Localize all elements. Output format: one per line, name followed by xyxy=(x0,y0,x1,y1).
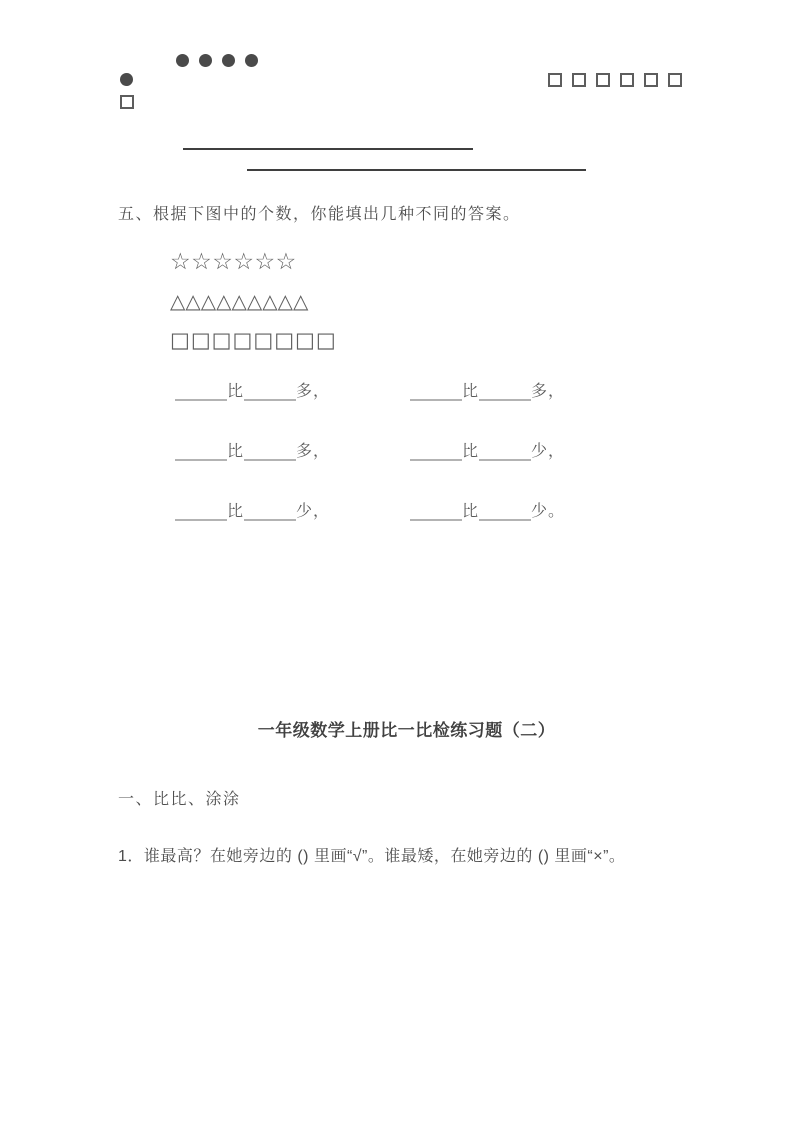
dots-row xyxy=(176,54,268,72)
more-less-word: 少 xyxy=(296,503,314,520)
empty-square-shape xyxy=(548,73,562,87)
worksheet-title: 一年级数学上册比一比检练习题（二） xyxy=(257,721,556,740)
answer-line-2[interactable] xyxy=(247,169,586,171)
compare-word: 比 xyxy=(227,443,245,460)
section-one-heading: 一、比比、涂涂 xyxy=(118,791,241,808)
empty-square-shape xyxy=(572,73,586,87)
blank-field[interactable] xyxy=(410,443,462,461)
compare-word: 比 xyxy=(462,443,480,460)
fill-blank-grid xyxy=(175,378,645,558)
empty-square-shape xyxy=(120,95,134,109)
blank-field[interactable] xyxy=(175,503,227,521)
filled-circle-shape xyxy=(176,54,189,67)
single-dot xyxy=(120,73,143,91)
empty-square-shape xyxy=(668,73,682,87)
filled-circle-shape xyxy=(120,73,133,86)
filled-circle-shape xyxy=(245,54,258,67)
compare-word: 比 xyxy=(462,383,480,400)
more-less-word: 多 xyxy=(531,383,549,400)
answer-line-1[interactable] xyxy=(183,148,473,150)
punctuation: 。 xyxy=(548,503,566,520)
fill-blank-item xyxy=(410,438,645,498)
more-less-word: 多 xyxy=(296,443,314,460)
question-one-text: 1．谁最高？在她旁边的 () 里画“√”。谁最矮，在她旁边的 () 里画“×”。 xyxy=(118,848,626,865)
single-square xyxy=(120,95,144,113)
fill-blank-item xyxy=(175,498,410,558)
compare-word: 比 xyxy=(227,383,245,400)
more-less-word: 少 xyxy=(531,443,549,460)
fill-blank-item xyxy=(410,378,645,438)
blank-field[interactable] xyxy=(479,443,531,461)
punctuation: ， xyxy=(313,443,331,460)
blank-field[interactable] xyxy=(410,383,462,401)
question-five-heading: 五、根据下图中的个数，你能填出几种不同的答案。 xyxy=(118,206,521,223)
triangles-count-row: △△△△△△△△△ xyxy=(170,289,309,313)
punctuation: ， xyxy=(548,443,566,460)
punctuation: ， xyxy=(313,503,331,520)
filled-circle-shape xyxy=(222,54,235,67)
fill-blank-item xyxy=(175,438,410,498)
squares-count-row: □□□□□□□□ xyxy=(170,328,337,352)
more-less-word: 少 xyxy=(531,503,549,520)
blank-field[interactable] xyxy=(244,443,296,461)
compare-word: 比 xyxy=(227,503,245,520)
blank-field[interactable] xyxy=(244,503,296,521)
punctuation: ， xyxy=(548,383,566,400)
blank-field[interactable] xyxy=(479,503,531,521)
punctuation: ， xyxy=(313,383,331,400)
blank-field[interactable] xyxy=(479,383,531,401)
blank-field[interactable] xyxy=(175,443,227,461)
blank-field[interactable] xyxy=(410,503,462,521)
blank-field[interactable] xyxy=(244,383,296,401)
compare-word: 比 xyxy=(462,503,480,520)
more-less-word: 多 xyxy=(296,383,314,400)
fill-blank-item xyxy=(175,378,410,438)
empty-square-shape xyxy=(620,73,634,87)
empty-square-shape xyxy=(644,73,658,87)
top-squares-row xyxy=(548,73,692,91)
filled-circle-shape xyxy=(199,54,212,67)
blank-field[interactable] xyxy=(175,383,227,401)
empty-square-shape xyxy=(596,73,610,87)
stars-count-row: ☆☆☆☆☆☆ xyxy=(170,249,297,275)
fill-blank-item xyxy=(410,498,645,558)
